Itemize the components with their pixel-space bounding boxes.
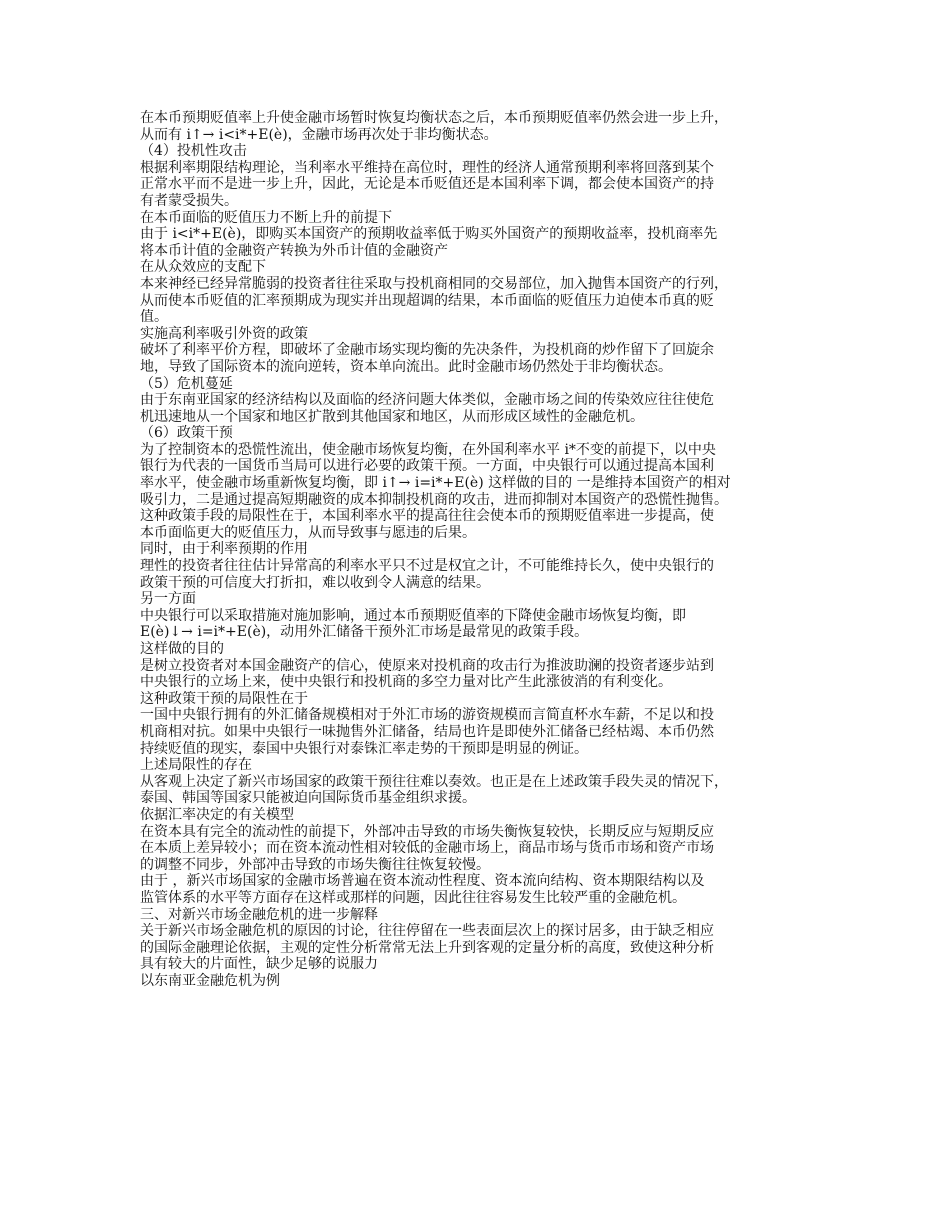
text-line: 银行为代表的一国货币当局可以进行必要的政策干预。一方面，中央银行可以通过提高本国利 (140, 458, 714, 475)
text-line: 三、对新兴市场金融危机的进一步解释 (140, 906, 378, 923)
text-line: 同时，由于利率预期的作用 (140, 541, 308, 558)
text-line: 为了控制资本的恐慌性流出，使金融市场恢复均衡，在外国利率水平 i*不变的前提下，以中央 (140, 441, 716, 458)
text-line: 这种政策干预的局限性在于 (140, 690, 308, 707)
text-line: 泰国、韩国等国家只能被迫向国际货币基金组织求援。 (140, 790, 476, 807)
text-line: 中央银行的立场上来，使中央银行和投机商的多空力量对比产生此涨彼消的有利变化。 (140, 674, 672, 691)
text-line: 正常水平而不是进一步上升，因此，无论是本币贬值还是本国利率下调，都会使本国资产的持 (140, 176, 714, 193)
text-line: 在从众效应的支配下 (140, 259, 266, 276)
text-line: 在本质上差异较小；而在资本流动性相对较低的金融市场上，商品市场与货币市场和资产市场 (140, 840, 714, 857)
text-line: 地，导致了国际资本的流向逆转，资本单向流出。此时金融市场仍然处于非均衡状态。 (140, 358, 672, 375)
text-line: 从客观上决定了新兴市场国家的政策干预往往难以奏效。也正是在上述政策手段失灵的情况下， (140, 773, 728, 790)
text-line: 由于 ，新兴市场国家的金融市场普遍在资本流动性程度、资本流向结构、资本期限结构以及 (140, 873, 705, 890)
text-line: （6）政策干预 (140, 425, 233, 442)
text-line: 具有较大的片面性，缺少足够的说服力 (140, 956, 378, 973)
text-line: 本来神经已经异常脆弱的投资者往往采取与投机商相同的交易部位，加入抛售本国资产的行列， (140, 275, 728, 292)
text-line: 这样做的目的 (140, 641, 224, 657)
text-line: 在本币面临的贬值压力不断上升的前提下 (140, 209, 392, 226)
text-line: 依据汇率决定的有关模型 (140, 806, 294, 823)
text-line: 根据利率期限结构理论，当利率水平维持在高位时，理性的经济人通常预期利率将回落到某个 (140, 159, 714, 176)
text-line: 在资本具有完全的流动性的前提下，外部冲击导致的市场失衡恢复较快，长期反应与短期反应 (140, 823, 714, 840)
text-line: 的国际金融理论依据，主观的定性分析常常无法上升到客观的定量分析的高度，致使这种分析 (140, 939, 714, 956)
text-line: 吸引力，二是通过提高短期融资的成本抑制投机商的攻击，进而抑制对本国资产的恐慌性抛售。 (140, 491, 728, 508)
text-line: 破坏了利率平价方程，即破坏了金融市场实现均衡的先决条件，为投机商的炒作留下了回旋余 (140, 342, 714, 359)
text-line: 理性的投资者往往估计异常高的利率水平只不过是权宜之计，不可能维持长久，使中央银行的 (140, 558, 714, 575)
text-line: 另一方面 (140, 591, 196, 608)
text-line: 中央银行可以采取措施对施加影响，通过本币预期贬值率的下降使金融市场恢复均衡，即 (140, 607, 686, 624)
text-line: E(è)↓→ i=i*+E(è)，动用外汇储备干预外汇市场是最常见的政策手段。 (140, 624, 589, 641)
text-line: 机迅速地从一个国家和地区扩散到其他国家和地区，从而形成区域性的金融危机。 (140, 408, 644, 425)
text-line: 持续贬值的现实，泰国中央银行对泰铢汇率走势的干预即是明显的例证。 (140, 740, 588, 757)
text-line: 由于 i<i*+E(è)，即购买本国资产的预期收益率低于购买外国资产的预期收益率，投机商率先 (140, 226, 718, 243)
text-line: 政策干预的可信度大打折扣，难以收到令人满意的结果。 (140, 574, 490, 591)
text-line: （4）投机性攻击 (140, 143, 247, 160)
text-line: 上述局限性的存在 (140, 757, 252, 774)
text-line: 本币面临更大的贬值压力，从而导致事与愿违的后果。 (140, 524, 476, 541)
text-line: 一国中央银行拥有的外汇储备规模相对于外汇市场的游资规模而言简直杯水车薪，不足以和投 (140, 707, 714, 724)
text-line: 值。 (140, 309, 168, 326)
text-line: 是树立投资者对本国金融资产的信心，使原来对投机商的攻击行为推波助澜的投资者逐步站到 (140, 657, 714, 674)
document-body (140, 110, 828, 989)
text-line: （5）危机蔓延 (140, 375, 233, 392)
text-line: 将本币计值的金融资产转换为外币计值的金融资产 (140, 242, 448, 259)
text-line: 这种政策手段的局限性在于，本国利率水平的提高往往会使本币的预期贬值率进一步提高，使 (140, 508, 714, 525)
text-line: 的调整不同步，外部冲击导致的市场失衡往往恢复较慢。 (140, 856, 490, 873)
text-line: 机商相对抗。如果中央银行一味抛售外汇储备，结局也许是即使外汇储备已经枯竭、本币仍然 (140, 723, 714, 740)
text-line: 在本币预期贬值率上升使金融市场暂时恢复均衡状态之后，本币预期贬值率仍然会进一步上升， (140, 110, 728, 126)
text-line: 监管体系的水平等方面存在这样或那样的问题，因此往往容易发生比较严重的金融危机。 (140, 889, 686, 906)
text-line: 关于新兴市场金融危机的原因的讨论，往往停留在一些表面层次上的探讨居多，由于缺乏相应 (140, 923, 714, 940)
text-line: 由于东南亚国家的经济结构以及面临的经济问题大体类似，金融市场之间的传染效应往往使危 (140, 392, 714, 409)
text-line: 从而有 i↑→ i<i*+E(è)，金融市场再次处于非均衡状态。 (140, 126, 498, 143)
text-line: 从而使本币贬值的汇率预期成为现实并出现超调的结果，本币面临的贬值压力迫使本币真的贬 (140, 292, 714, 309)
text-line: 有者蒙受损失。 (140, 192, 238, 209)
text-line: 率水平，使金融市场重新恢复均衡，即 i↑→ i=i*+E(è) 这样做的目的 一是维持本国资产的相对 (140, 475, 731, 492)
text-line: 以东南亚金融危机为例 (140, 972, 280, 989)
text-line: 实施高利率吸引外资的政策 (140, 325, 308, 342)
